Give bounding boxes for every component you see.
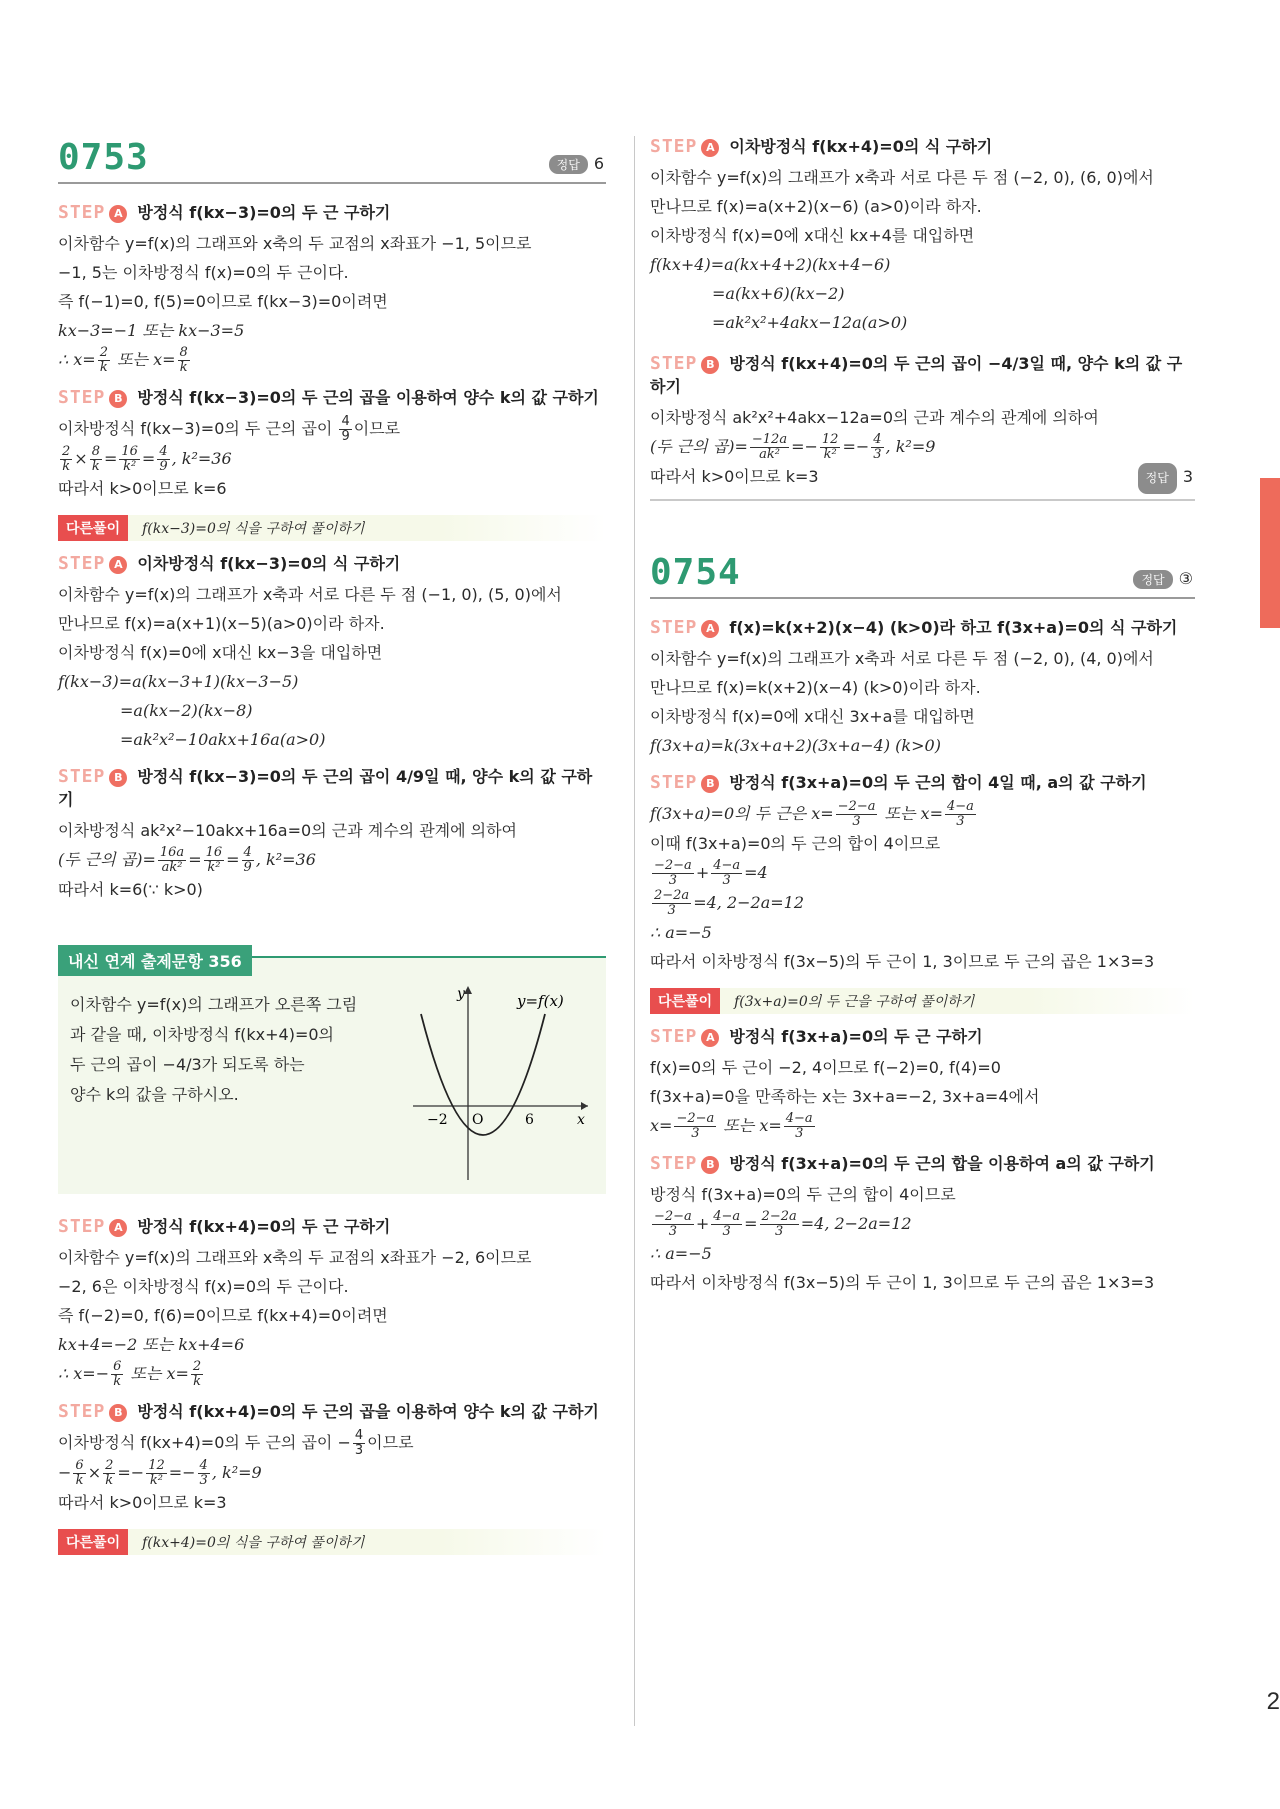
step-title: 방정식 f(kx−3)=0의 두 근 구하기: [137, 203, 391, 222]
equation-line: $\frac{-2-a}{3}$ + $\frac{4-a}{3}$ = $\frac{2-2a}{3}$ =4, 2−2a=12: [654, 1209, 912, 1239]
alt-step-b-heading: [650, 1151, 1195, 1174]
equation-line: =a(kx+6)(kx−2): [712, 284, 845, 303]
answer: [549, 154, 604, 174]
alternative-solution-badge: 다른풀이: [58, 1529, 128, 1555]
text-line: 이차함수 y=f(x)의 그래프가 x축과 서로 다른 두 점 (−1, 0), (5, 0)에서: [58, 585, 562, 604]
step-b-icon: B: [701, 356, 719, 374]
problem-number: 0754: [650, 552, 741, 593]
equation-line: =a(kx−2)(kx−8): [120, 701, 253, 720]
chapter-side-tab: [1260, 478, 1280, 628]
column-divider: [634, 136, 635, 1726]
text-line: 이차방정식 ak²x²−10akx+16a=0의 근과 계수의 관계에 의하여: [58, 821, 518, 840]
text-line: 즉 f(−2)=0, f(6)=0이므로 f(kx+4)=0이려면: [58, 1306, 388, 1325]
equation-line: f(kx−3)=a(kx−3+1)(kx−3−5): [58, 672, 299, 691]
parabola-graph: [413, 982, 593, 1182]
step-a-icon: A: [109, 1219, 127, 1237]
text-line: 이차방정식 f(x)=0에 x대신 3x+a를 대입하면: [650, 707, 975, 726]
step-a-heading: [58, 1214, 606, 1237]
x-axis-arrow: [581, 1102, 588, 1110]
text-line: 이차방정식 f(kx+4)=0의 두 근의 곱이 − $\frac{4}{3}$ 이므로: [58, 1428, 414, 1458]
equation-line: =ak²x²+4akx−12a(a>0): [712, 313, 908, 332]
step-label: STEP: [58, 1216, 106, 1237]
equation-line: ∴ x= $\frac{2}{k}$ 또는 x= $\frac{8}{k}$: [58, 345, 188, 375]
text-line: 방정식 f(3x+a)=0의 두 근의 합이 4이므로: [650, 1185, 956, 1204]
step-a-icon: A: [701, 620, 719, 638]
alternative-solution-text: f(kx−3)=0의 식을 구하여 풀이하기: [142, 521, 365, 537]
equation-line: $\frac{2}{k}$ × $\frac{8}{k}$ = $\frac{16}{\text{k²}}$ = $\frac{4}{9}$ , k²=36: [62, 444, 232, 474]
text-line: f(x)=0의 두 근이 −2, 4이므로 f(−2)=0, f(4)=0: [650, 1058, 1001, 1077]
step-label: STEP: [650, 617, 698, 638]
equation-line: kx+4=−2 또는 kx+4=6: [58, 1335, 245, 1354]
step-title: 방정식 f(3x+a)=0의 두 근 구하기: [729, 1027, 983, 1046]
answer: [1133, 569, 1193, 589]
problem-0753-header: [58, 130, 606, 184]
conclusion-line: 따라서 k=6(∵ k>0): [58, 880, 203, 899]
alt-step-a-heading: [58, 551, 606, 574]
text-line: 이차방정식 f(x)=0에 x대신 kx−3을 대입하면: [58, 643, 383, 662]
y-axis-arrow: [464, 986, 472, 994]
step-label: STEP: [58, 387, 106, 408]
alternative-solution-badge: 다른풀이: [650, 988, 720, 1014]
alt-step-a-heading: [650, 1024, 1195, 1047]
step-title: 방정식 f(kx+4)=0의 두 근의 곱이 −4/3일 때, 양수 k의 값 구하기: [650, 354, 1183, 396]
text-line: −2, 6은 이차방정식 f(x)=0의 두 근이다.: [58, 1277, 349, 1296]
text-line: 이차방정식 ak²x²+4akx−12a=0의 근과 계수의 관계에 의하여: [650, 408, 1099, 427]
equation-line: f(3x+a)=k(3x+a+2)(3x+a−4) (k>0): [650, 736, 941, 755]
answer-badge: 정답: [549, 155, 588, 174]
equation-line: =ak²x²−10akx+16a(a>0): [120, 730, 326, 749]
step-a-heading: [650, 615, 1195, 638]
equation-line: (두 근의 곱)= $\frac{-12a}{\text{ak²}}$ =− $\frac{12}{\text{k²}}$ =− $\frac{4}{3}$ , k²=9: [650, 432, 936, 462]
step-label: STEP: [58, 202, 106, 223]
text-line: f(3x+a)=0을 만족하는 x는 3x+a=−2, 3x+a=4에서: [650, 1087, 1040, 1106]
linked-problem-box: [58, 952, 606, 1194]
text-line: 이차방정식 f(kx−3)=0의 두 근의 곱이 $\frac{4}{9}$ 이므로: [58, 414, 401, 444]
curve-label: y=f(x): [517, 992, 564, 1010]
step-title: 방정식 f(kx+4)=0의 두 근의 곱을 이용하여 양수 k의 값 구하기: [137, 1402, 599, 1421]
conclusion-line: [650, 462, 1195, 491]
equation-line: $\frac{-2-a}{3}$ + $\frac{4-a}{3}$ =4: [654, 858, 768, 888]
equation-line: ∴ a=−5: [650, 1244, 712, 1263]
text-line: 이차함수 y=f(x)의 그래프가 x축과 서로 다른 두 점 (−2, 0), (4, 0)에서: [650, 649, 1154, 668]
step-title: 방정식 f(kx−3)=0의 두 근의 곱을 이용하여 양수 k의 값 구하기: [137, 388, 599, 407]
step-b-heading: [650, 351, 1195, 397]
text-line: 이차함수 y=f(x)의 그래프가 x축과 서로 다른 두 점 (−2, 0), (6, 0)에서: [650, 168, 1154, 187]
step-title: 방정식 f(3x+a)=0의 두 근의 합을 이용하여 a의 값 구하기: [729, 1154, 1155, 1173]
right-column: [650, 134, 1195, 1297]
x-label: x: [577, 1112, 585, 1128]
alternative-solution-bar: [58, 1529, 606, 1555]
alternative-solution-bar: [650, 988, 1195, 1014]
step-b-icon: B: [109, 390, 127, 408]
alt-step-b-heading: [58, 764, 606, 810]
alternative-solution-bar: [58, 515, 606, 541]
linked-problem-title: 내신 연계 출제문항 356: [58, 945, 252, 976]
step-label: STEP: [58, 1401, 106, 1422]
problem-number: 0753: [58, 137, 149, 178]
y-label: y: [457, 986, 465, 1002]
root-label: 6: [525, 1112, 534, 1128]
step-title: 방정식 f(3x+a)=0의 두 근의 합이 4일 때, a의 값 구하기: [729, 773, 1147, 792]
answer-value: 3: [1182, 467, 1193, 486]
equation-line: $\frac{2-2a}{3}$ =4, 2−2a=12: [654, 888, 805, 918]
equation-line: − $\frac{6}{k}$ × $\frac{2}{k}$ =− $\frac{12}{\text{k²}}$ =− $\frac{4}{3}$ , k²=9: [58, 1458, 262, 1488]
step-b-heading: [58, 1399, 606, 1422]
equation-line: kx−3=−1 또는 kx−3=5: [58, 321, 245, 340]
step-a-heading: [650, 134, 1195, 157]
equation-line: x= $\frac{-2-a}{3}$ 또는 x= $\frac{4-a}{3}$: [650, 1111, 813, 1141]
step-label: STEP: [58, 766, 106, 787]
step-title: 이차방정식 f(kx−3)=0의 식 구하기: [137, 554, 401, 573]
answer-value: 6: [593, 154, 604, 173]
text-line: 이차방정식 f(x)=0에 x대신 kx+4를 대입하면: [650, 226, 975, 245]
equation-line: ∴ a=−5: [650, 923, 712, 942]
text-line: −1, 5는 이차방정식 f(x)=0의 두 근이다.: [58, 263, 349, 282]
step-label: STEP: [650, 1026, 698, 1047]
text-line: 양수 k의 값을 구하시오.: [70, 1085, 239, 1104]
step-title: 방정식 f(kx+4)=0의 두 근 구하기: [137, 1217, 391, 1236]
step-label: STEP: [650, 136, 698, 157]
step-label: STEP: [650, 1153, 698, 1174]
answer-value: ③: [1178, 569, 1193, 588]
section-rule: [650, 499, 1195, 501]
step-label: STEP: [58, 553, 106, 574]
text-line: 이차함수 y=f(x)의 그래프가 오른쪽 그림: [70, 995, 358, 1014]
equation-line: (두 근의 곱)= $\frac{16a}{\text{ak²}}$ = $\frac{16}{\text{k²}}$ = $\frac{4}{9}$ , k²=36: [58, 845, 316, 875]
text-line: 만나므로 f(x)=a(x+2)(x−6) (a>0)이라 하자.: [650, 197, 982, 216]
text-line: 만나므로 f(x)=a(x+1)(x−5)(a>0)이라 하자.: [58, 614, 385, 633]
answer-badge: 정답: [1138, 463, 1177, 494]
step-title: 이차방정식 f(kx+4)=0의 식 구하기: [729, 137, 993, 156]
alternative-solution-badge: 다른풀이: [58, 515, 128, 541]
origin-label: O: [472, 1112, 484, 1128]
step-a-heading: [58, 200, 606, 223]
step-a-icon: A: [701, 139, 719, 157]
conclusion-line: 따라서 k>0이므로 k=3: [58, 1493, 227, 1512]
step-label: STEP: [650, 772, 698, 793]
conclusion-line: 따라서 k>0이므로 k=6: [58, 479, 227, 498]
step-a-icon: A: [109, 556, 127, 574]
text-line: 즉 f(−1)=0, f(5)=0이므로 f(kx−3)=0이려면: [58, 292, 388, 311]
conclusion-line: 따라서 이차방정식 f(3x−5)의 두 근이 1, 3이므로 두 근의 곱은 1×3=3: [650, 952, 1155, 971]
answer-badge: 정답: [1133, 570, 1172, 589]
alternative-solution-text: f(kx+4)=0의 식을 구하여 풀이하기: [142, 1535, 365, 1551]
step-b-icon: B: [701, 1156, 719, 1174]
linked-problem-text: [70, 990, 357, 1110]
problem-0754-header: [650, 545, 1195, 599]
step-b-heading: [650, 770, 1195, 793]
step-a-icon: A: [109, 205, 127, 223]
equation-line: f(kx+4)=a(kx+4+2)(kx+4−6): [650, 255, 891, 274]
step-title: f(x)=k(x+2)(x−4) (k>0)라 하고 f(3x+a)=0의 식 구하기: [729, 618, 1178, 637]
conclusion-line: 따라서 이차방정식 f(3x−5)의 두 근이 1, 3이므로 두 근의 곱은 1×3=3: [650, 1273, 1155, 1292]
text-line: 두 근의 곱이 −4/3가 되도록 하는: [70, 1055, 305, 1074]
equation-line: ∴ x=− $\frac{6}{k}$ 또는 x= $\frac{2}{k}$: [58, 1359, 202, 1389]
equation-line: f(3x+a)=0의 두 근은 x= $\frac{-2-a}{3}$ 또는 x= $\frac{4-a}{3}$: [650, 799, 974, 829]
step-b-icon: B: [701, 775, 719, 793]
step-a-icon: A: [701, 1029, 719, 1047]
text-line: 이차함수 y=f(x)의 그래프와 x축의 두 교점의 x좌표가 −1, 5이므로: [58, 234, 532, 253]
text-line: 이때 f(3x+a)=0의 두 근의 합이 4이므로: [650, 834, 941, 853]
step-b-icon: B: [109, 1404, 127, 1422]
text-line: 과 같을 때, 이차방정식 f(kx+4)=0의: [70, 1025, 335, 1044]
step-label: STEP: [650, 353, 698, 374]
root-label: −2: [427, 1112, 448, 1128]
page-number: 2: [1266, 1688, 1280, 1715]
conclusion-text: 따라서 k>0이므로 k=3: [650, 467, 819, 486]
step-b-heading: [58, 385, 606, 408]
step-b-icon: B: [109, 769, 127, 787]
alternative-solution-text: f(3x+a)=0의 두 근을 구하여 풀이하기: [734, 994, 975, 1010]
answer: [1138, 462, 1193, 494]
text-line: 만나므로 f(x)=k(x+2)(x−4) (k>0)이라 하자.: [650, 678, 981, 697]
step-title: 방정식 f(kx−3)=0의 두 근의 곱이 4/9일 때, 양수 k의 값 구하기: [58, 767, 593, 809]
left-column: [58, 130, 606, 1563]
text-line: 이차함수 y=f(x)의 그래프와 x축의 두 교점의 x좌표가 −2, 6이므로: [58, 1248, 532, 1267]
